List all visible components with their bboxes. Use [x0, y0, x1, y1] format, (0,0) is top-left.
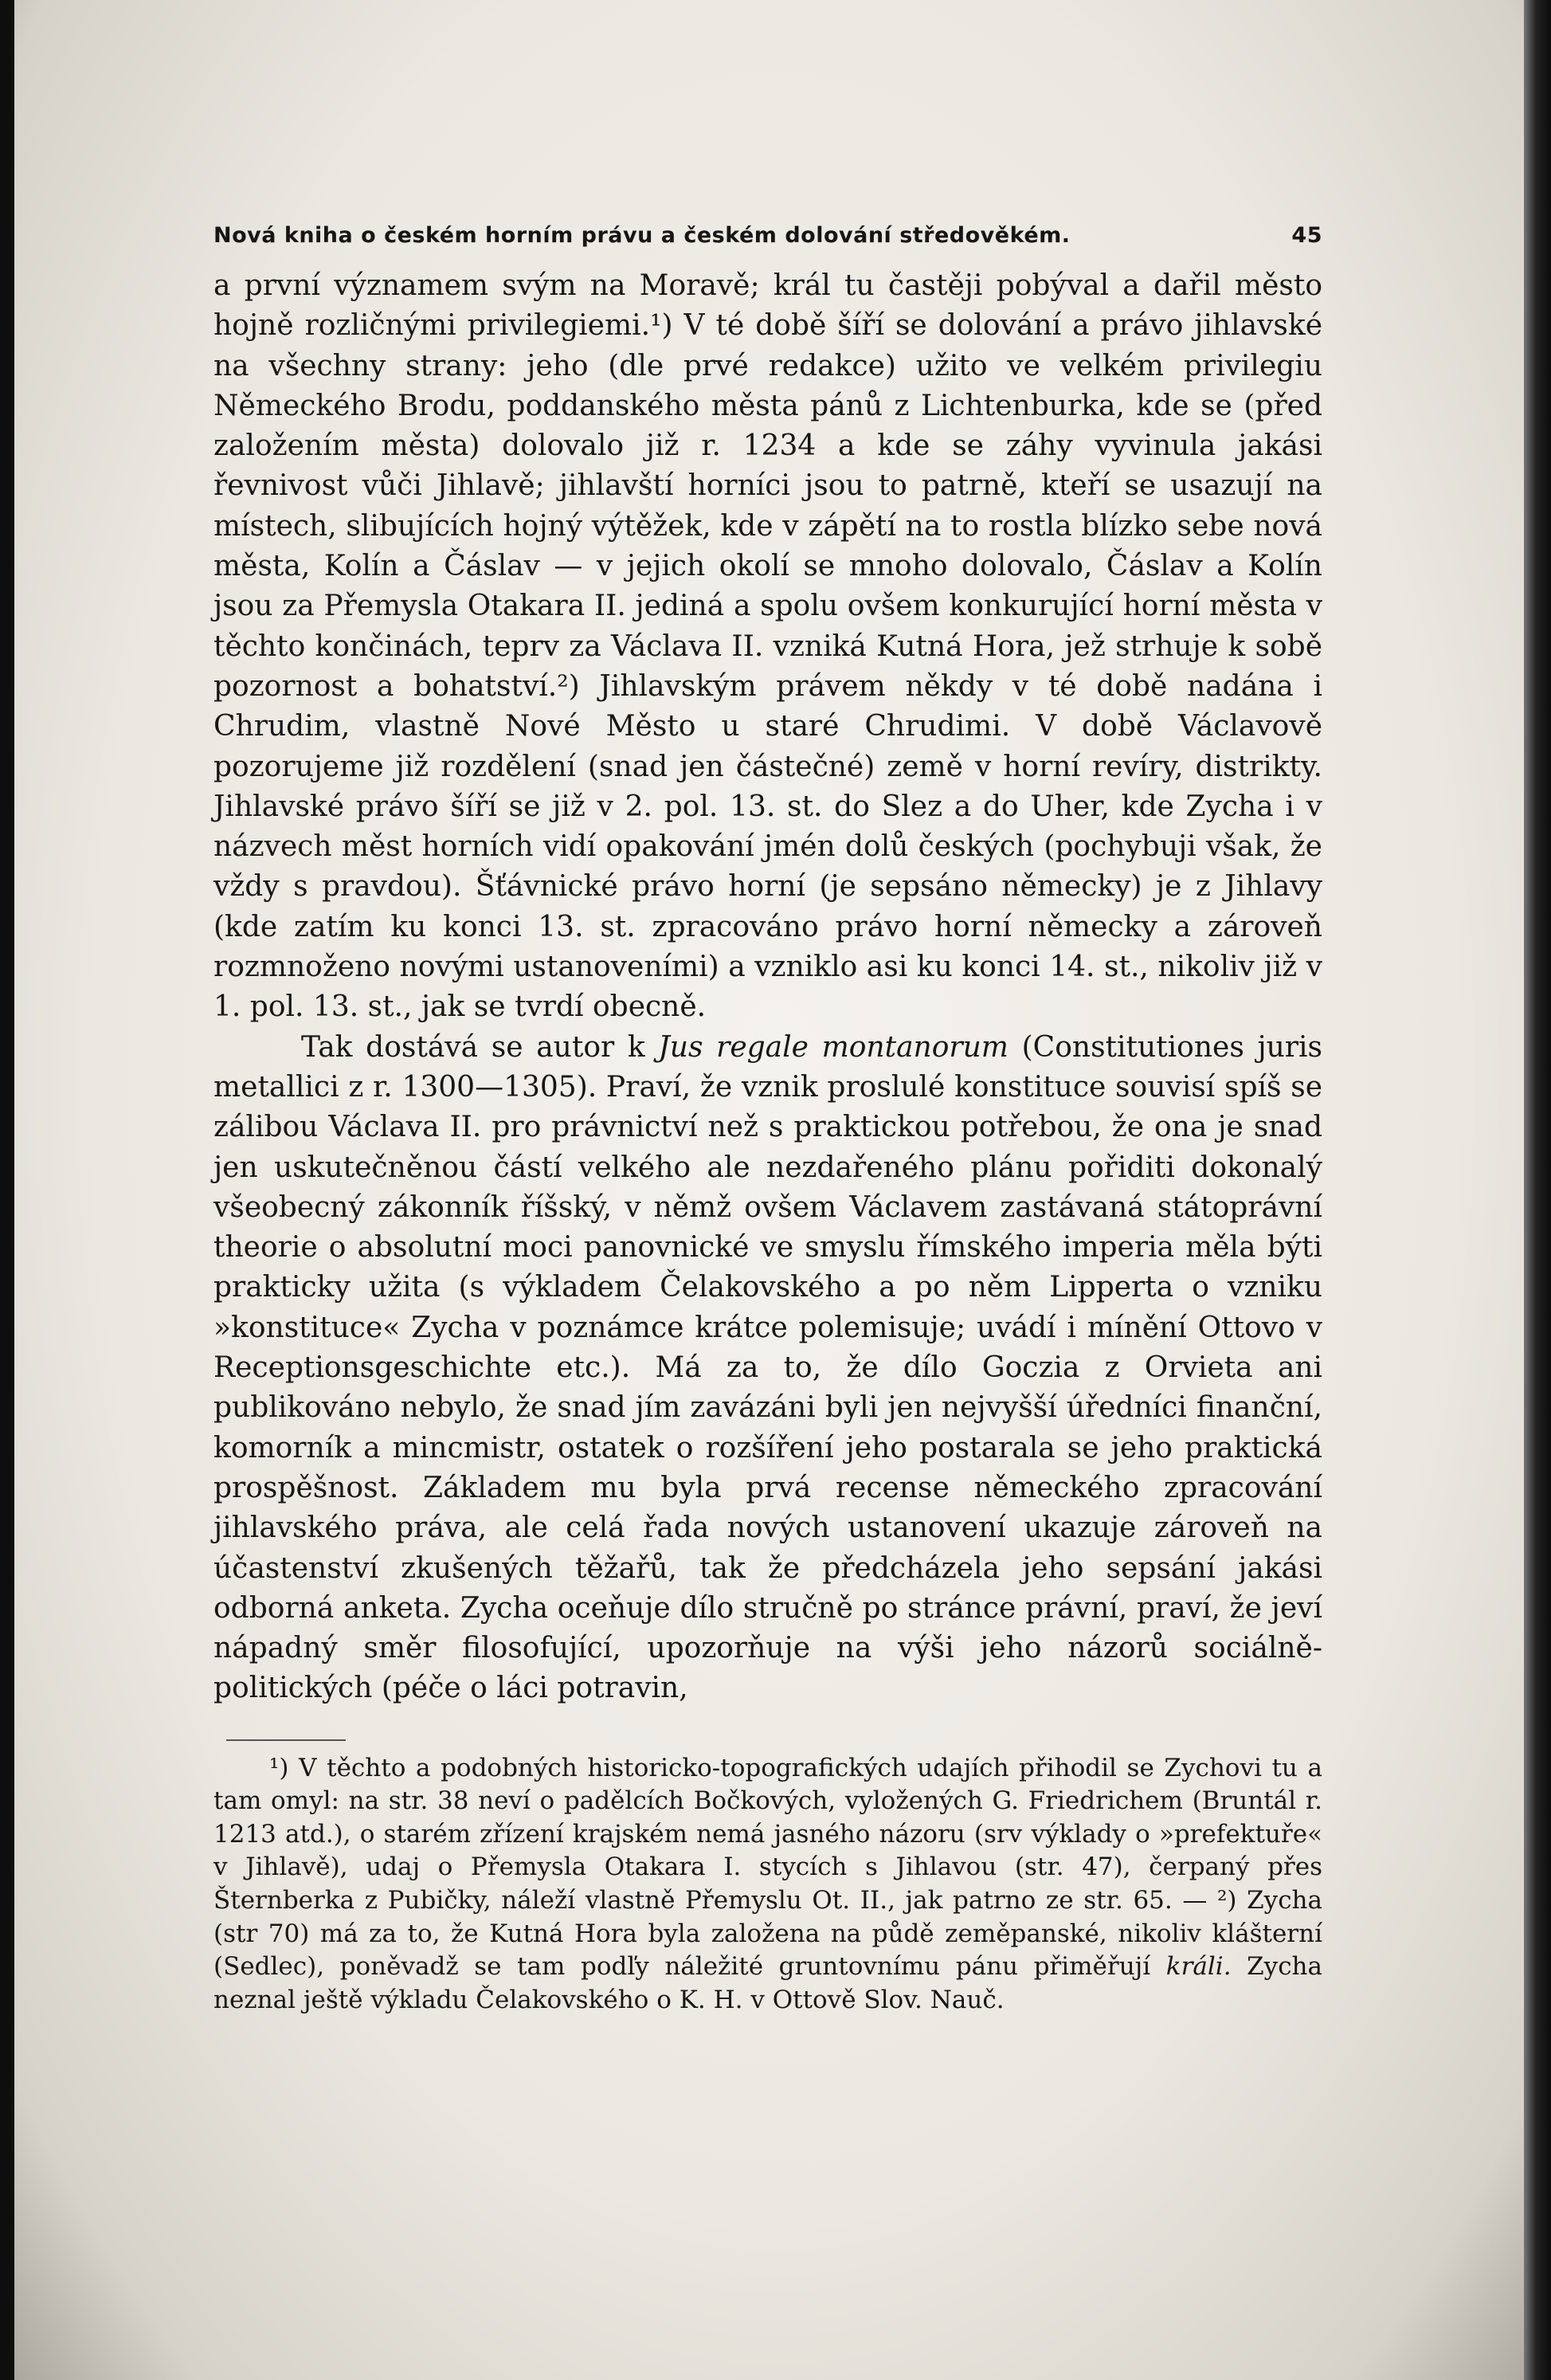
footnote-rest: Zycha neznal ještě výkladu Čelakovského o K. H. v Ottově Slov. Nauč.	[213, 1952, 1323, 2014]
footnote-lead: ¹) V těchto a podobných historicko-topografických udajích přihodil se Zychovi tu a tam omyl: na str. 38 neví o padělcích Bočkových, vyložených G. Friedrichem (Bruntál r. 1213 atd.), o starém zřízení krajském nemá jasného názoru (srv výklady o »prefektuře« v Jihlavě), udaj o Přemysla Otakara I. stycích s Jihlavou (str. 47), čerpaný přes Šternberka z Pubičky, náleží vlastně Přemyslu Ot. II., jak patrno ze str. 65. — ²) Zycha (str 70) má za to, že Kutná Hora byla založena na půdě zeměpanské, nikoliv klášterní (Sedlec), poněvadž se tam podľy náležité gruntovnímu pánu přiměřují	[213, 1753, 1322, 1982]
footnote-rule	[226, 1739, 346, 1741]
paragraph-2-lead: Tak dostává se autor k	[301, 1030, 659, 1064]
work-title-jus-regale: Jus regale montanorum	[658, 1030, 1009, 1064]
paragraph-2-rest: (Constitutiones juris metallici z r. 1300—1305). Praví, že vznik proslulé konstituce souvisí spíš se zálibou Václava II. pro právnictví než s praktickou potřebou, že ona je snad jen uskutečněnou částí velkého ale nezdařeného plánu pořiditi dokonalý všeobecný zákonník říšský, v němž ovšem Václavem zastávaná státoprávní theorie o absolutní moci panovnické ve smyslu římského imperia měla býti prakticky užita (s výkladem Čelakovského a po něm Lipperta o vzniku »konstituce« Zycha v poznámce krátce polemisuje; uvádí i mínění Ottovo v Receptionsgeschichte etc.). Má za to, že dílo Goczia z Orvieta ani publikováno nebylo, že snad jím zavázáni byli jen nejvyšší úředníci finanční, komorník a mincmistr, ostatek o rozšíření jeho postarala se jeho praktická prospěšnost. Základem mu byla prvá recense německého zpracování jihlavského práva, ale celá řada nových ustanovení ukazuje zároveň na účastenství zkušených těžařů, tak že předcházela jeho sepsání jakási odborná anketa. Zycha oceňuje dílo stručně po stránce právní, praví, že jeví nápadný směr filosofující, upozorňuje na výši jeho názorů sociálně-politických (péče o láci potravin,	[213, 1030, 1323, 1705]
running-header	[213, 215, 1322, 257]
footnote-text	[213, 1752, 1322, 2017]
right-scan-edge	[1524, 0, 1551, 2380]
main-text	[213, 266, 1322, 1709]
paragraph-1: a první významem svým na Moravě; král tu častěji pobýval a dařil město hojně rozličnými privilegiemi.¹) V té době šíří se dolování a právo jihlavské na všechny strany: jeho (dle prvé redakce) užito ve velkém privilegiu Německého Brodu, poddanského města pánů z Lichtenburka, kde se (před založením města) dolovalo již r. 1234 a kde se záhy vyvinula jakási řevnivost vůči Jihlavě; jihlavští horníci jsou to patrně, kteří se usazují na místech, slibujících hojný výtěžek, kde v zápětí na to rostla blízko sebe nová města, Kolín a Čáslav — v jejich okolí se mnoho dolovalo, Čáslav a Kolín jsou za Přemysla Otakara II. jediná a spolu ovšem konkurující horní města v těchto končinách, teprv za Václava II. vzniká Kutná Hora, jež strhuje k sobě pozornost a bohatství.²) Jihlavským právem někdy v té době nadána i Chrudim, vlastně Nové Město u staré Chrudimi. V době Václavově pozorujeme již rozdělení (snad jen částečné) země v horní revíry, distrikty. Jihlavské právo šíří se již v 2. pol. 13. st. do Slez a do Uher, kde Zycha i v názvech měst horních vidí opakování jmén dolů českých (pochybuji však, že vždy s pravdou). Šťávnické právo horní (je sepsáno německy) je z Jihlavy (kde zatím ku konci 13. st. zpracováno právo horní německy a zároveň rozmnoženo novými ustanoveními) a vzniklo asi ku konci 14. st., nikoliv již v 1. pol. 13. st., jak se tvrdí obecně.	[213, 269, 1322, 1024]
left-scan-edge	[0, 0, 14, 2380]
page-number: 45	[1291, 223, 1322, 248]
footnotes	[213, 1752, 1322, 2017]
running-title: Nová kniha o českém horním právu a českém dolování středověkém.	[213, 223, 1071, 248]
paragraph-2	[213, 1028, 1322, 1709]
book-page	[213, 215, 1322, 2017]
footnote-emphasis: králi.	[1165, 1952, 1232, 1982]
